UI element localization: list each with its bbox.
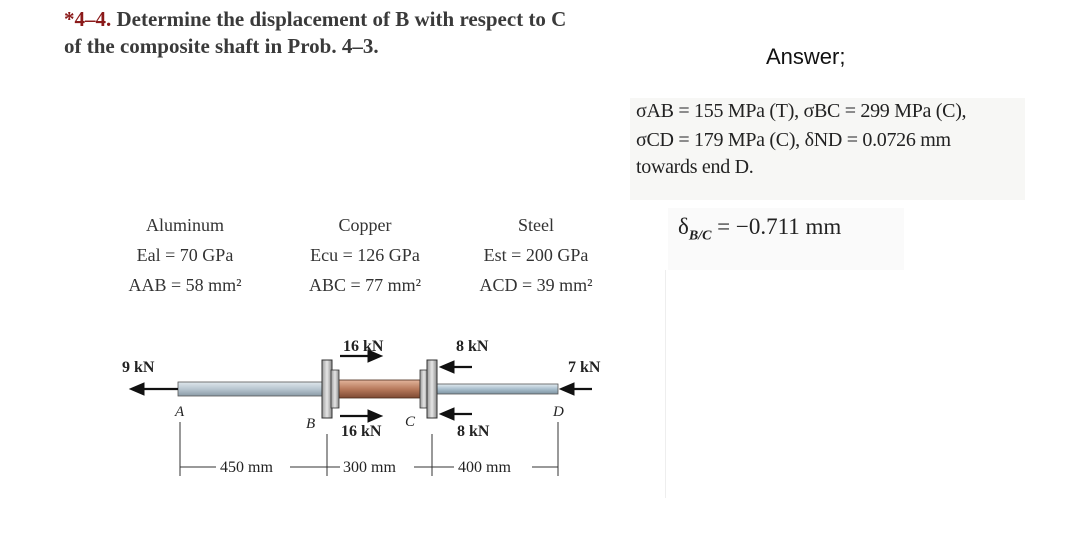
material-name: Steel [518, 215, 554, 235]
material-area: AAB = 58 mm² [128, 275, 242, 295]
load-c-bottom-arrowhead [440, 408, 454, 420]
dim-cd-label: 400 mm [458, 459, 511, 476]
load-right-label: 7 kN [568, 359, 601, 376]
flange-c [427, 360, 437, 418]
material-name: Aluminum [145, 215, 224, 235]
segment-bc-copper [338, 380, 420, 398]
delta-value: = −0.711 mm [717, 214, 842, 239]
delta-subscript: B/C [688, 228, 712, 244]
point-a-label: A [175, 404, 185, 420]
result-delta-bc [678, 214, 841, 245]
collar-b [331, 370, 339, 408]
point-d-label: D [553, 404, 564, 420]
composite-shaft-figure [100, 330, 630, 490]
load-c-top-label: 8 kN [456, 338, 489, 355]
material-modulus: Ecu = 126 GPa [310, 245, 420, 265]
material-aluminum [105, 210, 265, 300]
load-left-arrowhead [130, 383, 144, 395]
load-c-top-arrowhead [440, 361, 454, 373]
material-area: ABC = 77 mm² [308, 275, 422, 295]
material-copper [285, 210, 445, 300]
load-b-top-label: 16 kN [343, 338, 384, 355]
problem-line-2: of the composite shaft in Prob. 4–3. [64, 34, 379, 58]
material-modulus: Eal = 70 GPa [136, 245, 234, 265]
problem-line-1 [64, 6, 684, 33]
segment-cd-steel [434, 384, 558, 394]
problem-statement [64, 6, 684, 60]
point-c-label: C [405, 414, 416, 430]
load-left-label: 9 kN [122, 359, 155, 376]
answer-heading: Answer; [766, 44, 846, 69]
load-b-bottom-label: 16 kN [341, 423, 382, 440]
load-c-bottom-label: 8 kN [457, 423, 490, 440]
load-right-arrowhead [560, 383, 574, 395]
material-name: Copper [338, 215, 392, 235]
problem-text-1: Determine the displacement of B with respect to C [116, 7, 567, 31]
flange-b [322, 360, 332, 418]
problem-number: *4–4. [64, 7, 112, 31]
material-steel [456, 210, 616, 300]
segment-ab-aluminum [178, 382, 324, 396]
dim-ab-label: 450 mm [220, 459, 273, 476]
answer-line-2: σCD = 179 MPa (C), δND = 0.0726 mm [636, 129, 951, 151]
material-area: ACD = 39 mm² [479, 275, 593, 295]
divider [665, 270, 666, 498]
load-b-bottom-arrowhead [368, 410, 382, 422]
dim-bc-label: 300 mm [343, 459, 396, 476]
delta-symbol: δ [678, 214, 689, 239]
answer-line-3: towards end D. [636, 156, 754, 178]
answer-line-1: σAB = 155 MPa (T), σBC = 299 MPa (C), [636, 100, 967, 122]
material-modulus: Est = 200 GPa [483, 245, 589, 265]
point-b-label: B [306, 416, 316, 432]
